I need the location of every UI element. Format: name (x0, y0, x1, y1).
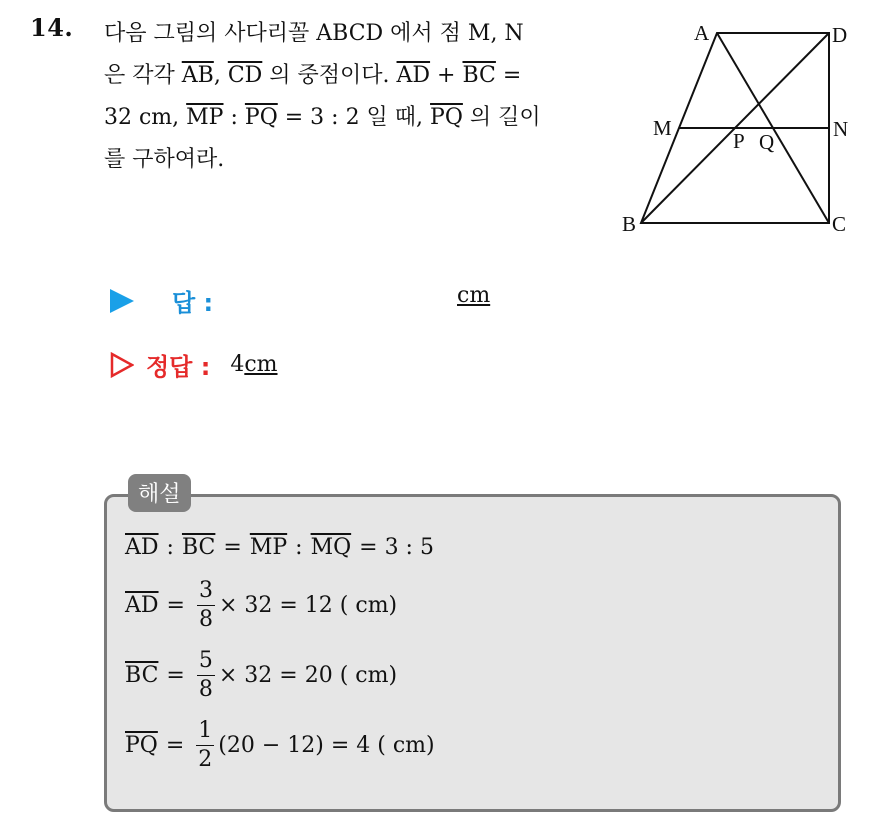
question-number: 14. (30, 13, 74, 42)
answer-unit: cm (457, 283, 491, 308)
label-a: A (694, 21, 710, 45)
segment-bc: $\overline{BC}$ (462, 63, 496, 88)
fraction: $\frac{5}{8}$ (198, 648, 213, 702)
answer-row (110, 283, 491, 318)
label-b: B (622, 212, 637, 236)
fraction: $\frac{3}{8}$ (198, 578, 213, 632)
segment-ad: $\overline{AD}$ (396, 63, 431, 88)
solution-line-1: $\overline{AD}$ : $\overline{BC}$ = $\overline{MP}$ : $\overline{MQ}$ = 3 : 5 (125, 535, 434, 560)
label-d: D (832, 23, 848, 47)
segment-mp: $\overline{MP}$ (186, 105, 224, 130)
question-line-3: 32 cm, $\overline{MP}$ : $\overline{PQ} = 3$ : 2 일 때, $\overline{PQ}$ 의 길이 (104, 105, 541, 130)
correct-answer-value: 4cm (230, 352, 278, 377)
segment-pq: $\overline{PQ}$ (430, 105, 463, 130)
question-line-2: 은 각각 $\overline{AB}$, $\overline{CD}$ 의 중점이다. $\overline{AD} + \overline{BC}$ = (104, 63, 522, 88)
segment-pq: $\overline{PQ}$ (244, 105, 278, 130)
play-triangle-icon (110, 289, 134, 313)
question-line-4: 를 구하여라. (104, 147, 225, 172)
label-m: M (653, 116, 672, 140)
segment-cd: $\overline{CD}$ (227, 63, 263, 88)
fraction: $\frac{1}{2}$ (198, 718, 213, 772)
label-c: C (832, 212, 847, 236)
solution-line-2: $\overline{AD}$ = $\frac{3}{8}$ × 32 = 12 ( cm) (125, 578, 398, 632)
label-n: N (833, 117, 849, 141)
label-p: P (733, 129, 745, 153)
solution-line-3: $\overline{BC}$ = $\frac{5}{8}$ × 32 = 20 ( cm) (125, 648, 398, 702)
correct-answer-label: 정답 : (146, 353, 211, 381)
trapezoid-figure (610, 15, 860, 240)
answer-label: 답 : (172, 289, 214, 317)
question-line-1: 다음 그림의 사다리꼴 ABCD 에서 점 M, N (104, 21, 524, 46)
question-text (104, 13, 594, 181)
outline-triangle-icon (110, 352, 134, 378)
label-q: Q (759, 130, 775, 154)
solution-line-4: $\overline{PQ}$ = $\frac{1}{2}$ (20 − 12) = 4 ( cm) (125, 718, 435, 772)
solution-tag: 해설 (128, 474, 191, 512)
correct-answer-row (110, 347, 278, 382)
segment-ab: $\overline{AB}$ (181, 63, 214, 88)
